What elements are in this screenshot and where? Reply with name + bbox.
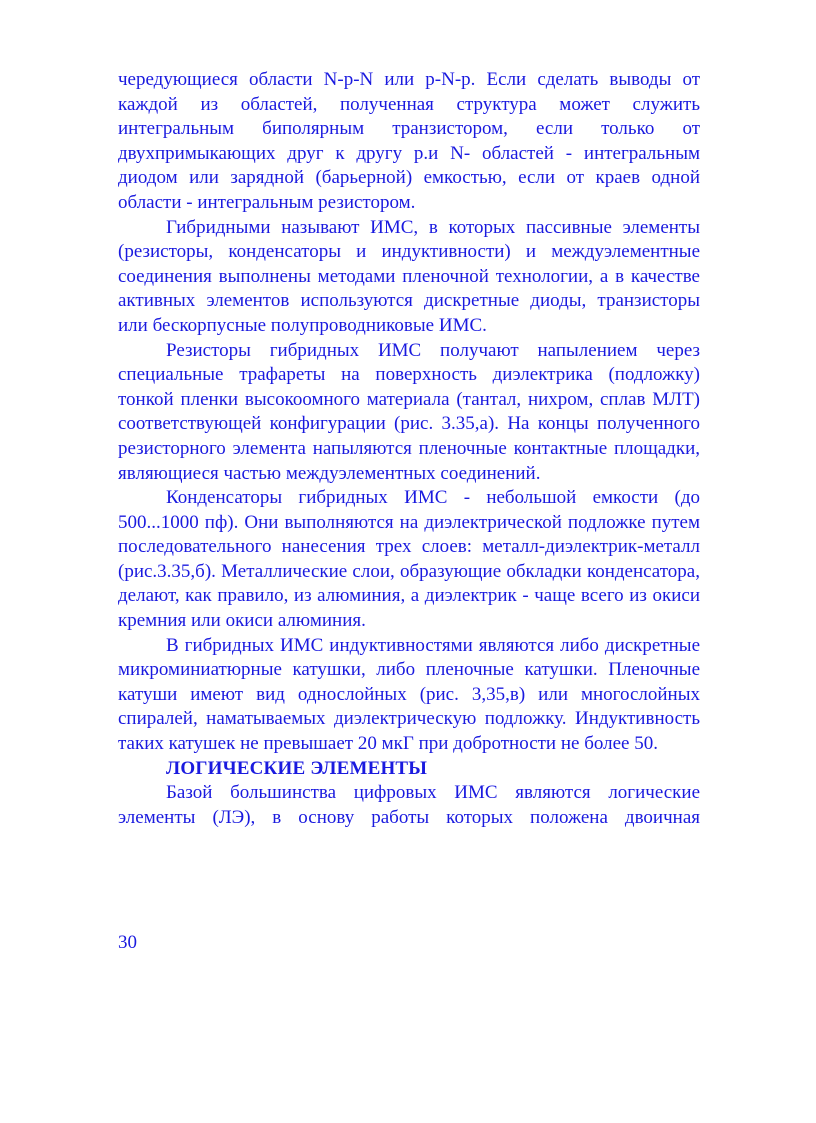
paragraph-hybrid-ics: Гибридными называют ИМС, в которых пассивные элементы (резисторы, конденсаторы и индуктивности) и междуэлементные соединения выполнены методами пленочной технологии, а в качестве активных элементов используются дискретные диоды, транзисторы или бескорпусные полупроводниковые ИМС.: [118, 216, 700, 336]
page-body: [118, 68, 700, 830]
paragraph-capacitors: Конденсаторы гибридных ИМС - небольшой емкости (до 500...1000 пф). Они выполняются на диэлектрической подложке путем последовательного нанесения трех слоев: металл-диэлектрик-металл (рис.3.35,б). Металлические слои, образующие обкладки конденсатора, делают, как правило, из алюминия, а диэлектрик - чаще всего из окиси кремния или окиси алюминия.: [118, 487, 700, 632]
paragraph-continuation: чередующиеся области N-p-N или p-N-p. Если сделать выводы от каждой из областей, полученная структура может служить интегральным биполярным транзистором, если только от двухпримыкающих друг к другу р.и N- областей - интегральным диодом или зарядной (барьерной) емкостью, если от краев одной области - интегральным резистором.: [118, 69, 700, 213]
section-heading: ЛОГИЧЕСКИЕ ЭЛЕМЕНТЫ: [166, 757, 428, 779]
page-number: 30: [118, 932, 137, 953]
paragraph-logic-elements: Базой большинства цифровых ИМС являются логические элементы (ЛЭ), в основу работы которых положена двоичная: [118, 782, 700, 828]
paragraph-inductances: В гибридных ИМС индуктивностями являются либо дискретные микроминиатюрные катушки, либо пленочные катушки. Пленочные катуши имеют вид однослойных (рис. 3,35,в) или многослойных спиралей, наматываемых диэлектрическую подложку. Индуктивность таких катушек не превышает 20 мкГ при добротности не более 50.: [118, 634, 700, 755]
paragraph-resistors: Резисторы гибридных ИМС получают напылением через специальные трафареты на поверхность диэлектрика (подложку) тонкой пленки высокоомного материала (тантал, нихром, сплав МЛТ) соответствующей конфигурации (рис. 3.35,а). На концы полученного резисторного элемента напыляются пленочные контактные площадки, являющиеся частью междуэлементных соединений.: [118, 339, 700, 484]
